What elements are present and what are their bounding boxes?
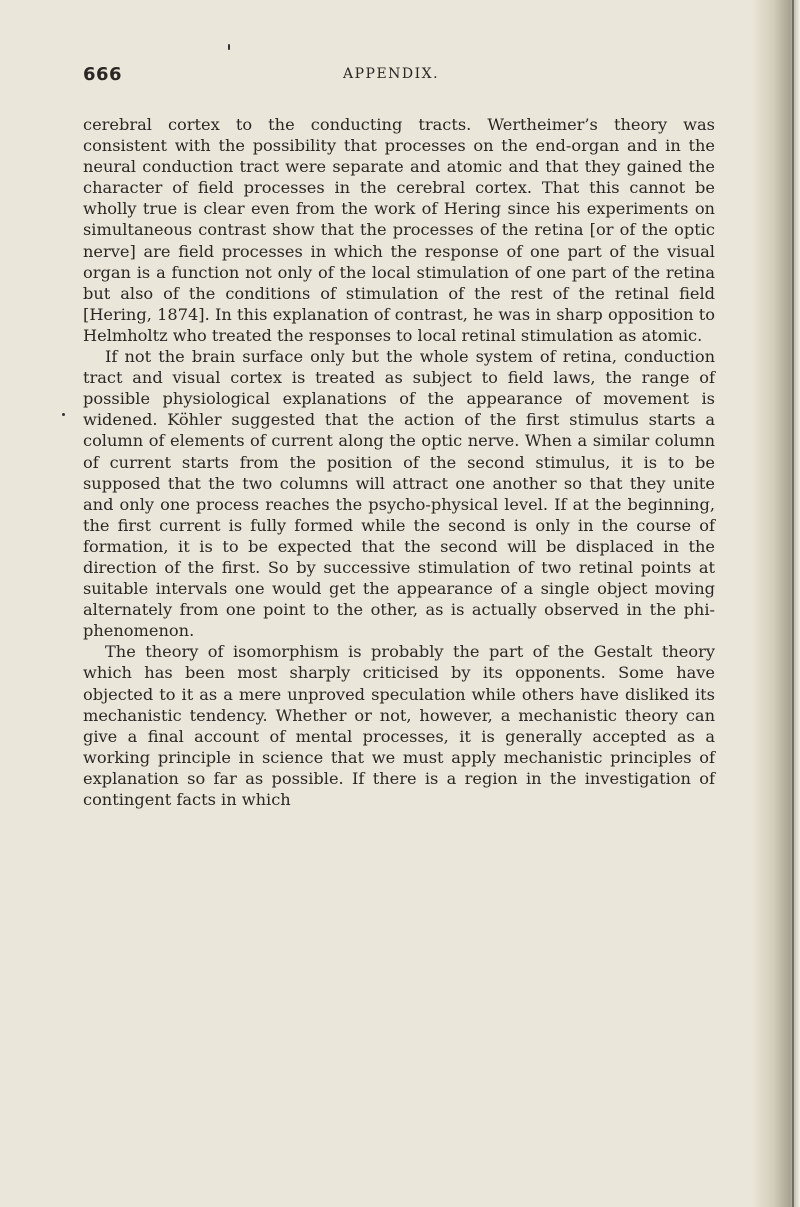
body-text (83, 114, 715, 810)
paragraph-isomorphism: The theory of isomorphism is probably the part of the Gestalt theory which has been most sharply criticised by its opponents. Some have objected to it as a mere unproved speculation while others have disliked its mechanistic tendency. Whether or not, however, a mechanistic theory can give a final account of mental processes, it is generally accepted as a working principle in science that we must apply mechanistic principles of explanation so far as possible. If there is a region in the investigation of contingent facts in which (83, 642, 715, 809)
running-head: APPENDIX. (343, 66, 440, 82)
page-header (83, 64, 713, 94)
page-number: 666 (83, 64, 123, 85)
paragraph-field-laws: If not the brain surface only but the whole system of retina, conduction tract and visual cortex is treated as subject to field laws, the range of possible physiological explanations of the appearance of movement is widened. Köhler suggested that the action of the first stimulus starts a column of elements of current along the optic nerve. When a similar column of current starts from the position of the second stimulus, it is to be supposed that the two columns will attract one another so that they unite and only one process reaches the psycho-physical level. If at the beginning, the first current is fully formed while the second is only in the course of formation, it is to be expected that the second will be displaced in the direction of the first. So by successive stimulation of two retinal points at suitable intervals one would get the appearance of a single object moving alternately from one point to the other, as is actually observed in the phi-phenomenon. (83, 347, 715, 641)
print-speck (62, 413, 65, 416)
spine-edge (792, 0, 794, 1207)
paragraph-continuation: cerebral cortex to the conducting tracts. Wertheimer’s theory was consistent with the possibility that processes on the end-organ and in the neural conduction tract were separate and atomic and that they gained the character of field processes in the cerebral cortex. That this cannot be wholly true is clear even from the work of Hering since his experiments on simultaneous contrast show that the processes of the retina [or of the optic nerve] are field processes in which the response of one part of the visual organ is a function not only of the local stimulation of one part of the retina but also of the conditions of stimulation of the rest of the retinal field [Hering, 1874]. In this explanation of contrast, he was in sharp opposition to Helmholtz who treated the responses to local retinal stimulation as atomic. (83, 115, 715, 345)
print-speck (228, 44, 230, 50)
